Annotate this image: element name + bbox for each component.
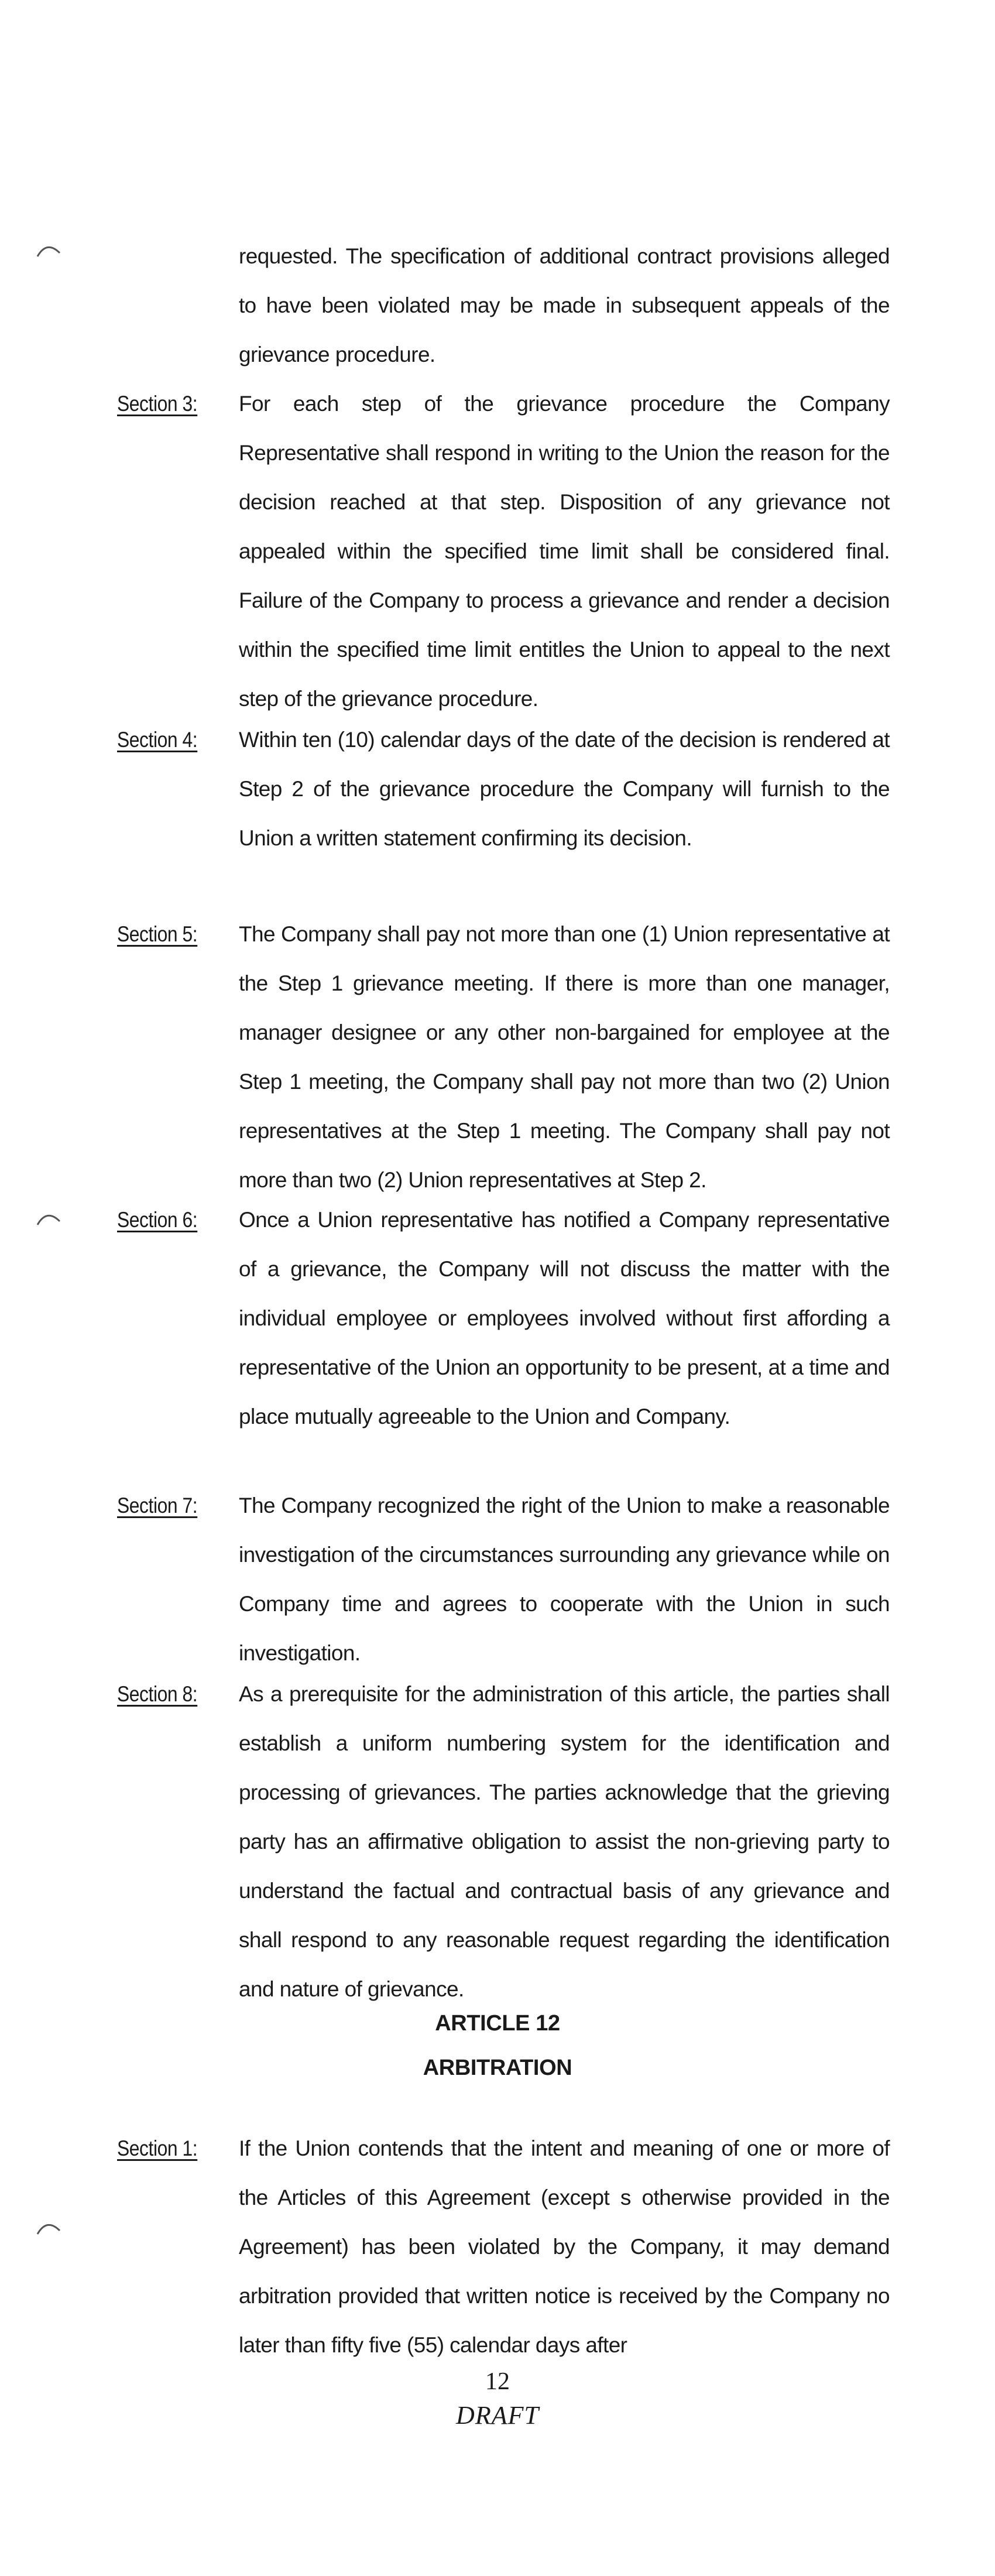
section-text: The Company recognized the right of the Union to make a reasonable investigation of the circumstances surrounding any grievance while on Company time and agrees to cooperate with the Union in such investigation. [239,1493,890,1665]
section-8 [117,1670,890,2001]
section-7 [117,1481,890,1665]
section-6 [117,1195,890,1441]
draft-watermark-label: DRAFT [456,2401,539,2430]
section-label: Section 6: [117,1208,198,1232]
section-text: For each step of the grievance procedure the Company Representative shall respond in writing to the Union the reason for the decision reached at that step. Disposition of any grievance not appealed within the specified time limit shall be considered final. Failure of the Company to process a grievance and render a decision within the specified time limit entitles the Union to appeal to the next step of the grievance procedure. [239,392,890,711]
punch-hole-mark-middle [35,1207,62,1227]
article-number-heading: ARTICLE 12 [435,2011,560,2036]
section-text: As a prerequisite for the administration of this article, the parties shall establish a uniform numbering system for the identification and processing of grievances. The parties acknowledge that the grieving party has an affirmative obligation to assist the non-grieving party to understand the factual and contractual basis of any grievance and shall respond to any reasonable request regarding the identification and nature of grievance. [239,1682,890,2001]
article-12-section-1 [117,2124,890,2357]
section-label: Section 4: [117,728,198,752]
punch-hole-mark-bottom [35,2217,62,2236]
section-label: Section 3: [117,392,198,416]
continuation-paragraph: requested. The specification of additional contract provisions alleged to have been violated may be made in subsequent appeals of the grievance procedure. [239,244,890,366]
section-text: Once a Union representative has notified a Company representative of a grievance, the Company will not discuss the matter with the individual employee or employees involved without first affording a representative of the Union an opportunity to be present, at a time and place mutually agreeable to the Union and Company. [239,1208,890,1429]
section-text: The Company shall pay not more than one (1) Union representative at the Step 1 grievance meeting. If there is more than one manager, manager designee or any other non-bargained for employee at the Step 1 meeting, the Company shall pay not more than two (2) Union representatives at the Step 1 meeting. The Company shall pay not more than two (2) Union representatives at Step 2. [239,922,890,1192]
section-label: Section 1: [117,2136,198,2160]
section-3 [117,379,890,711]
section-5 [117,910,890,1192]
section-text: Within ten (10) calendar days of the date of the decision is rendered at Step 2 of the grievance procedure the Company will furnish to the Union a written statement confirming its decision. [239,728,890,850]
section-label: Section 7: [117,1493,198,1517]
page-number: 12 [485,2368,510,2395]
section-text: If the Union contends that the intent and meaning of one or more of the Articles of this Agreement (except s otherwise provided in the Agreement) has been violated by the Company, it may demand arbitration provided that written notice is received by the Company no later than fifty five (55) calendar days after [239,2136,890,2357]
punch-hole-mark-top [35,239,62,259]
section-label: Section 5: [117,922,198,946]
section-4 [117,715,890,863]
section-label: Section 8: [117,1682,198,1706]
article-title-heading: ARBITRATION [423,2056,572,2080]
